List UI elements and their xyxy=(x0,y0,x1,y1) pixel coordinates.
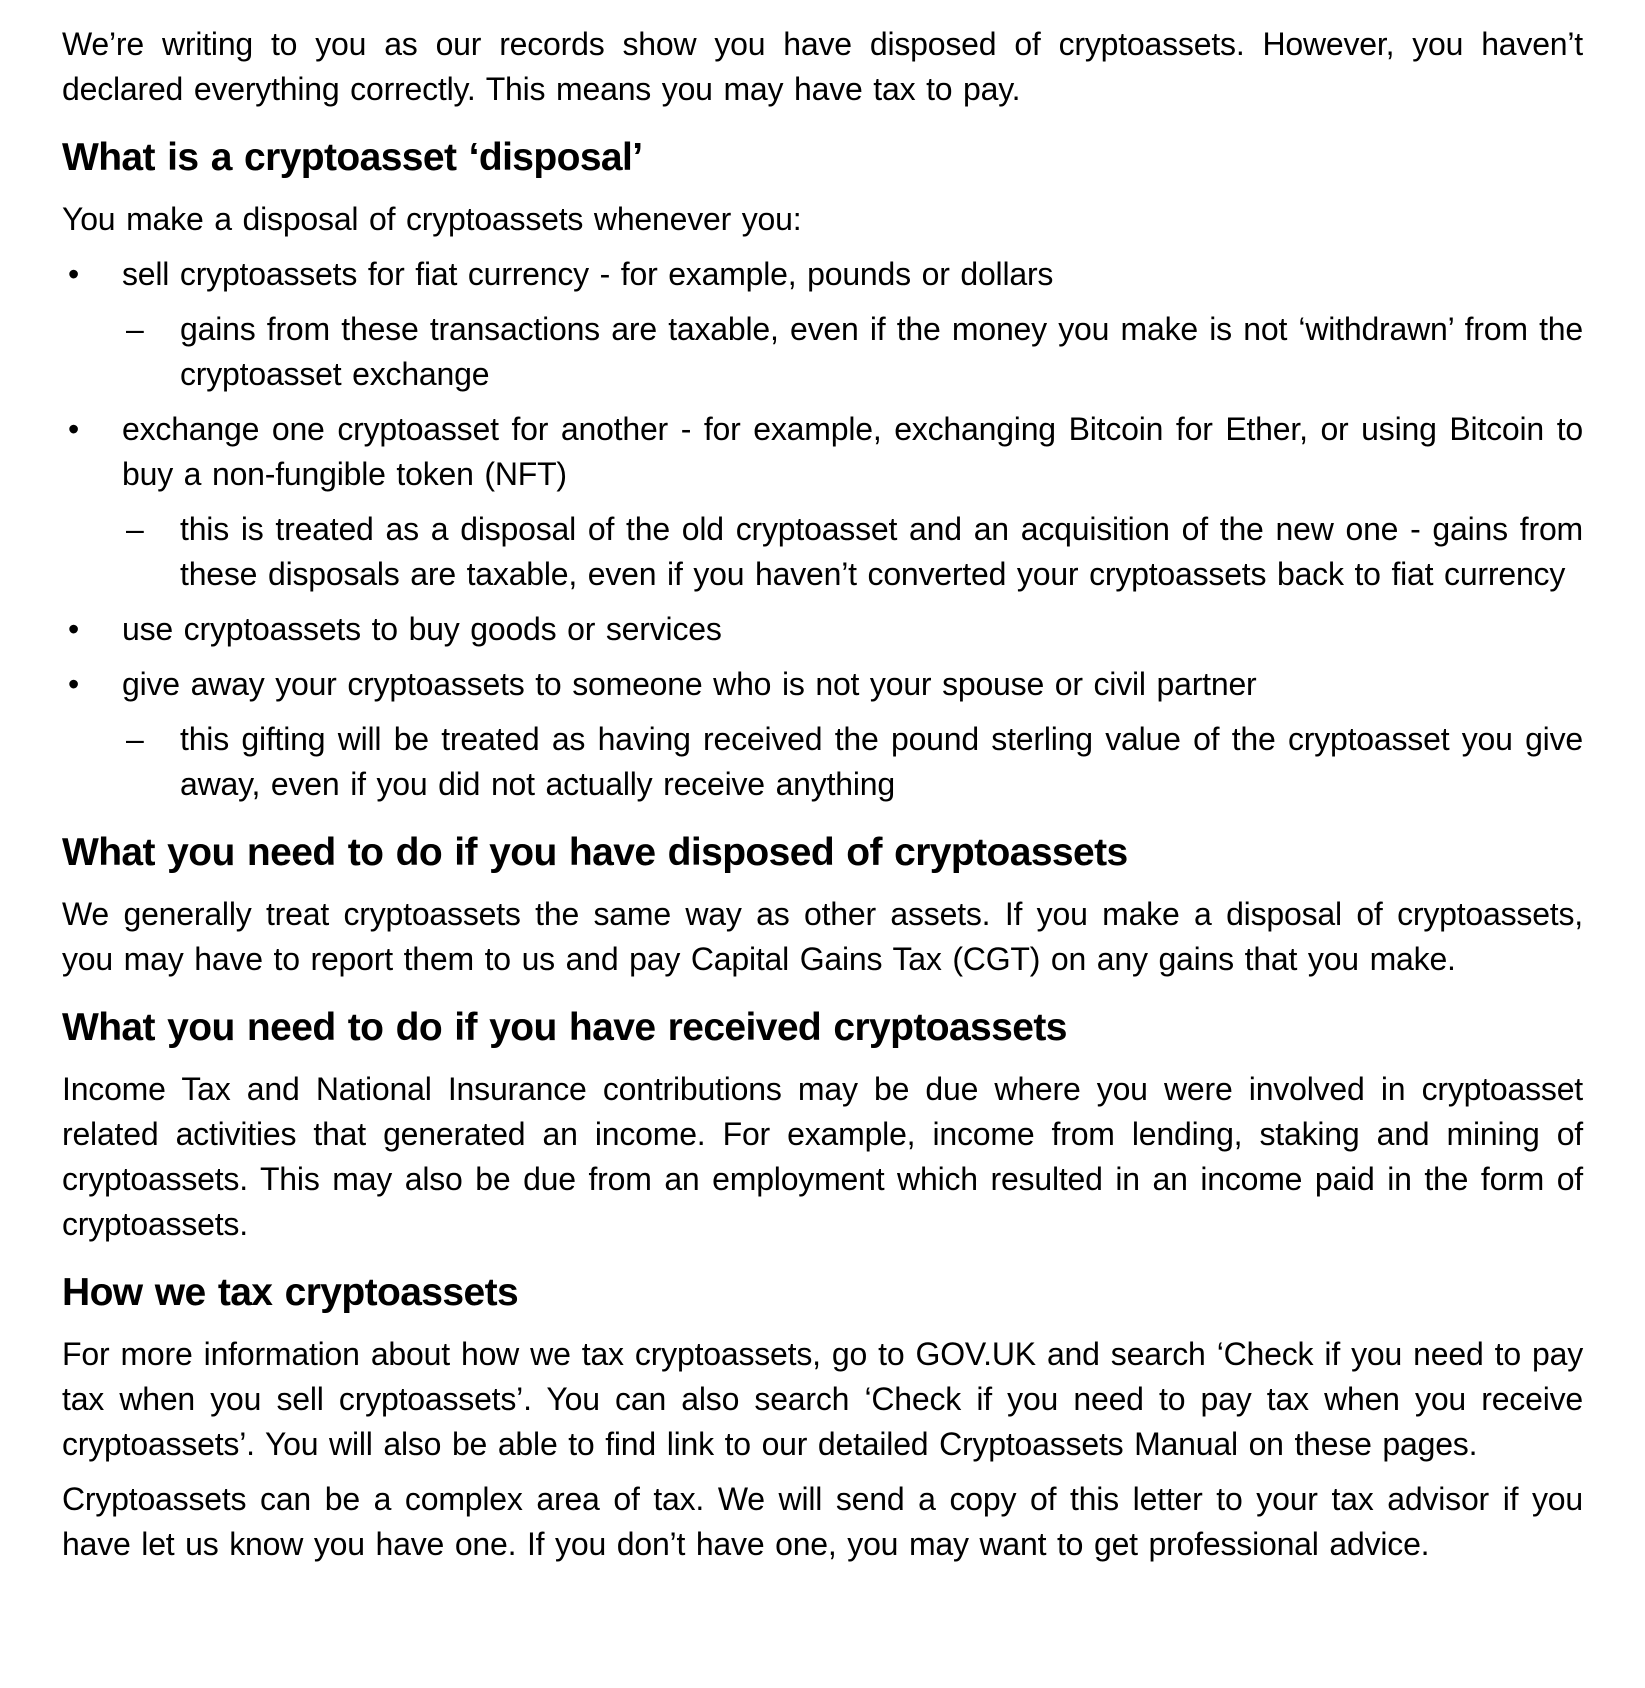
bullet-item-text: exchange one cryptoasset for another - for example, exchanging Bitcoin for Ether, or using Bitcoin to buy a non-fungible token (NFT) xyxy=(122,411,1583,492)
received-paragraph: Income Tax and National Insurance contributions may be due where you were involved in cryptoasset related activities that generated an income. For example, income from lending, staking and mining of cryptoassets. This may also be due from an employment which resulted in an income paid in the form of cryptoassets. xyxy=(62,1071,1583,1242)
bullet-icon: • xyxy=(68,411,80,447)
heading-disposed-of-cryptoassets: What you need to do if you have disposed of cryptoassets xyxy=(62,831,1128,874)
disposed-paragraph: We generally treat cryptoassets the same way as other assets. If you make a disposal of cryptoassets, you may have to report them to us and pay Capital Gains Tax (CGT) on any gains that you make. xyxy=(62,896,1583,977)
bullet-item-exchange xyxy=(62,407,1583,497)
bullet-icon: • xyxy=(68,611,80,647)
bullet-item-buy-goods xyxy=(62,607,1583,652)
heading-received-cryptoassets: What you need to do if you have received cryptoassets xyxy=(62,1006,1067,1049)
dash-icon: – xyxy=(126,311,144,347)
bullet-item-give-away xyxy=(62,662,1583,707)
sub-bullet-item-gains-taxable xyxy=(62,307,1583,397)
professional-advice-paragraph: Cryptoassets can be a complex area of tax. We will send a copy of this letter to your tax advisor if you have let us know you have one. If you don’t have one, you may want to get professional advice. xyxy=(62,1481,1583,1562)
sub-bullet-item-text: this gifting will be treated as having received the pound sterling value of the cryptoasset you give away, even if you did not actually receive anything xyxy=(180,721,1583,802)
bullet-icon: • xyxy=(68,256,80,292)
how-we-tax-paragraph: For more information about how we tax cryptoassets, go to GOV.UK and search ‘Check if you need to pay tax when you sell cryptoassets’. You can also search ‘Check if you need to pay tax when you receive cryptoassets’. You will also be able to find link to our detailed Cryptoassets Manual on these pages. xyxy=(62,1336,1583,1462)
sub-bullet-item-disposal-acquisition xyxy=(62,507,1583,597)
disposal-intro-paragraph: You make a disposal of cryptoassets whenever you: xyxy=(62,201,802,237)
heading-what-is-a-cryptoasset-disposal: What is a cryptoasset ‘disposal’ xyxy=(62,136,643,179)
sub-bullet-item-text: gains from these transactions are taxable, even if the money you make is not ‘withdrawn’ from the cryptoasset exchange xyxy=(180,311,1583,392)
bullet-item-text: use cryptoassets to buy goods or services xyxy=(122,611,722,647)
intro-paragraph: We’re writing to you as our records show you have disposed of cryptoassets. However, you haven’t declared everything correctly. This means you may have tax to pay. xyxy=(62,26,1583,107)
dash-icon: – xyxy=(126,511,144,547)
bullet-item-text: sell cryptoassets for fiat currency - for example, pounds or dollars xyxy=(122,256,1054,292)
bullet-item-text: give away your cryptoassets to someone who is not your spouse or civil partner xyxy=(122,666,1257,702)
bullet-item-sell xyxy=(62,252,1583,297)
heading-how-we-tax-cryptoassets: How we tax cryptoassets xyxy=(62,1271,519,1314)
dash-icon: – xyxy=(126,721,144,757)
bullet-icon: • xyxy=(68,666,80,702)
sub-bullet-item-gifting xyxy=(62,717,1583,807)
sub-bullet-item-text: this is treated as a disposal of the old cryptoasset and an acquisition of the new one - gains from these disposals are taxable, even if you haven’t converted your cryptoassets back to fiat currency xyxy=(180,511,1583,592)
